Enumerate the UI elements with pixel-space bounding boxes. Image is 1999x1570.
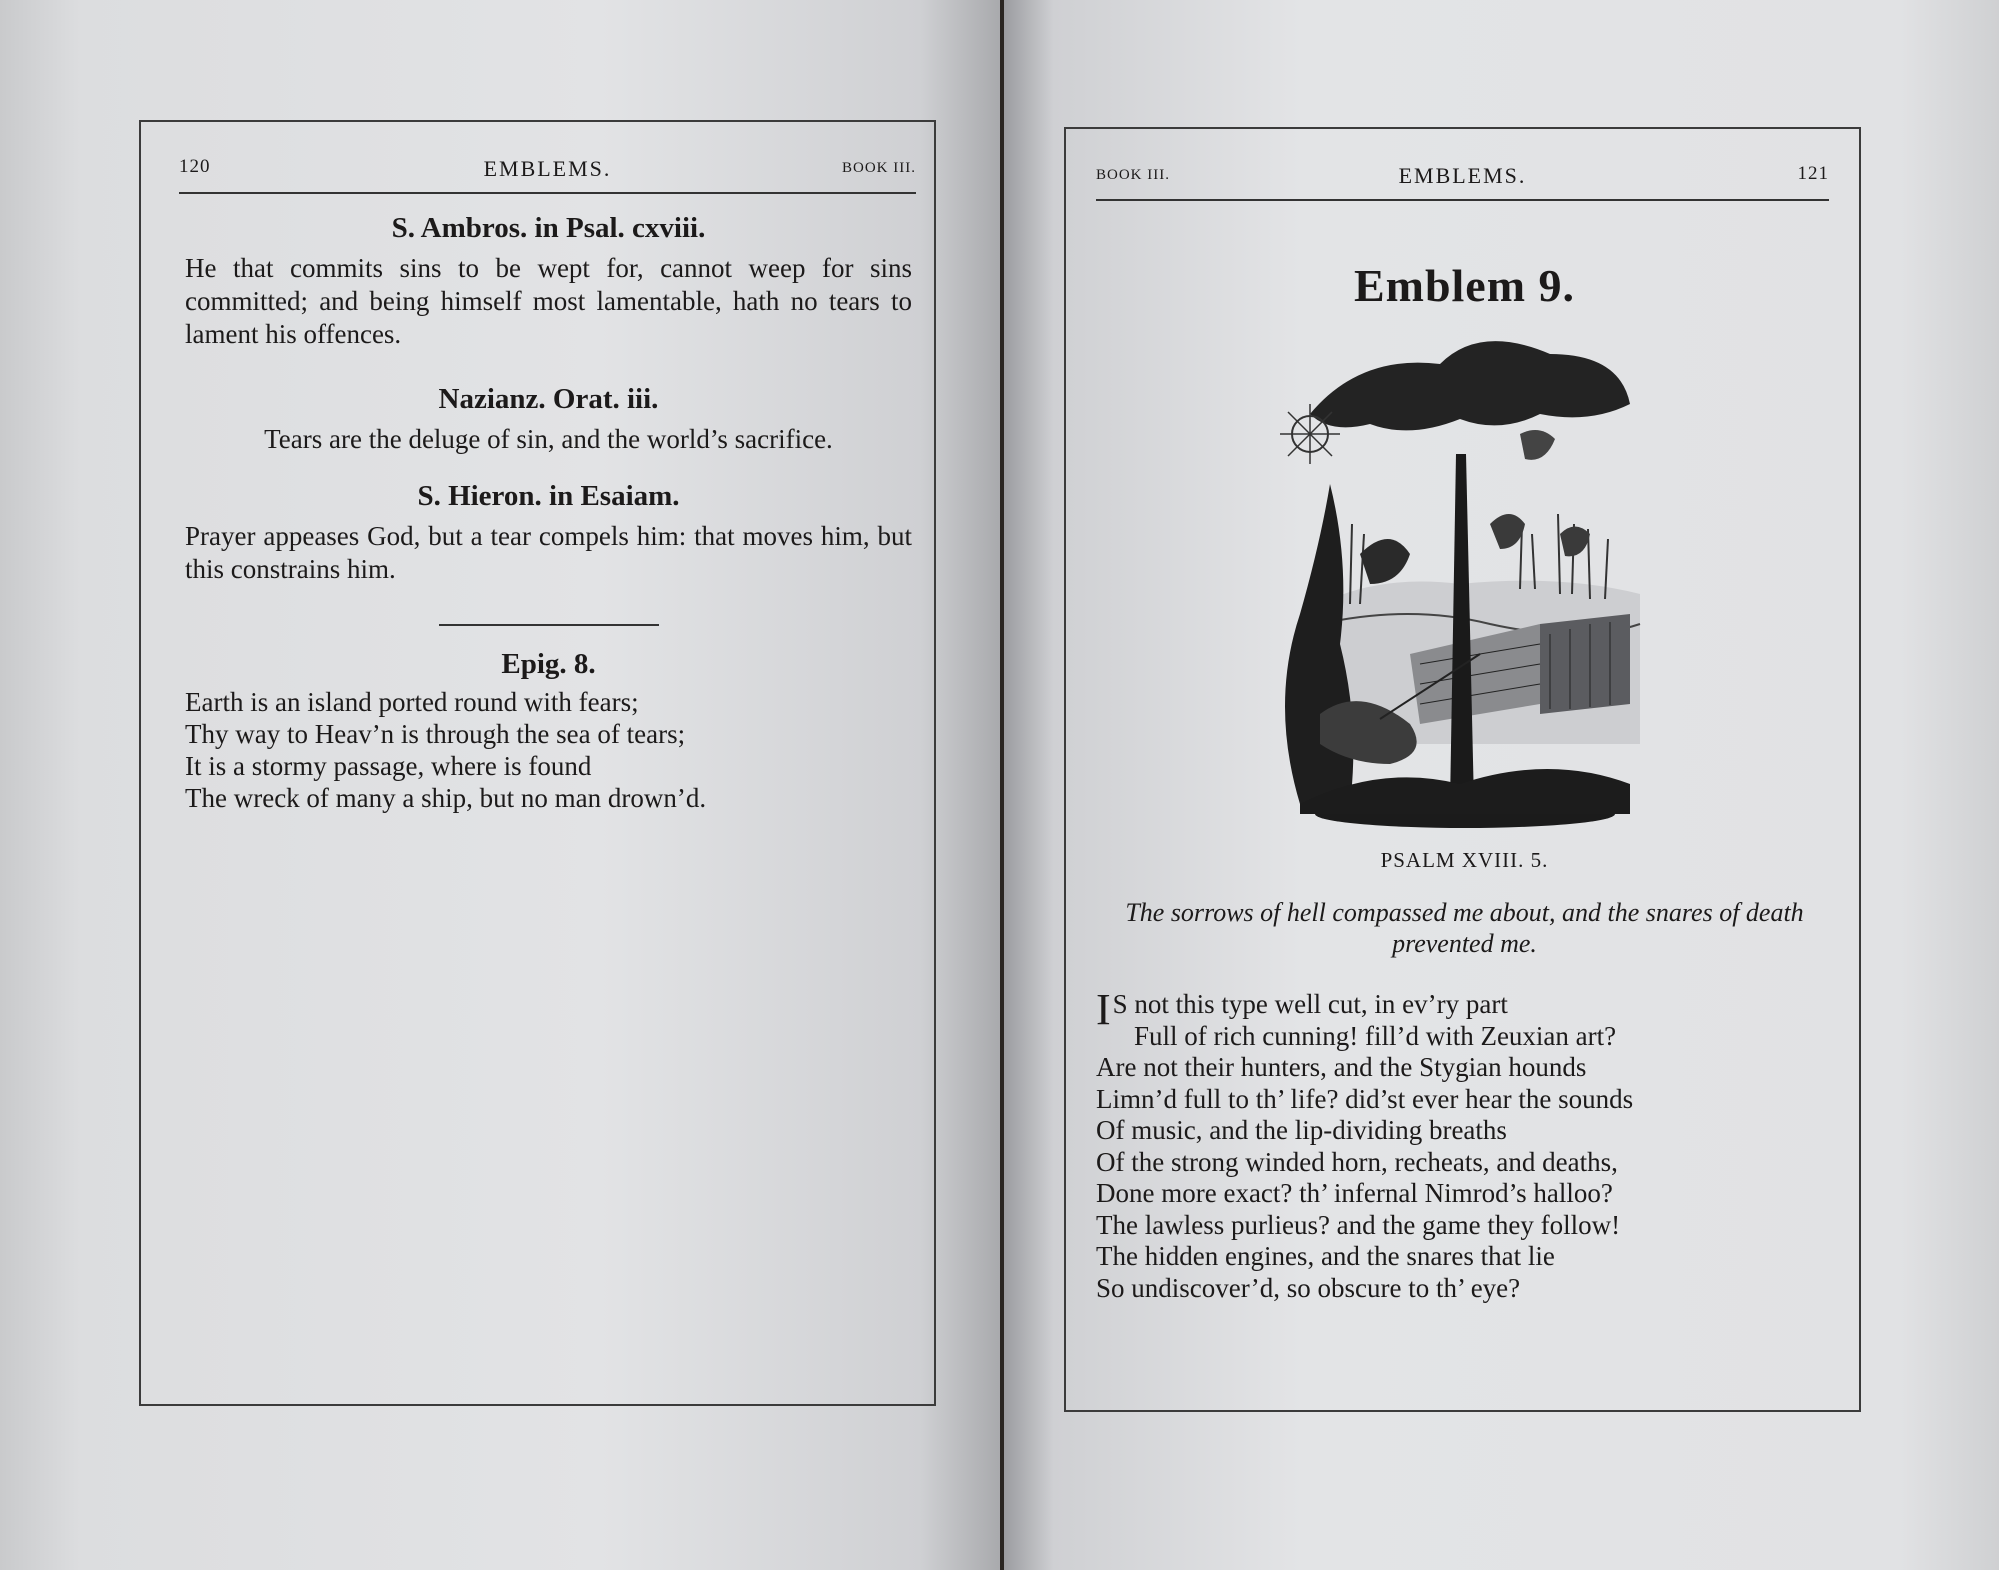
quotation-text: Tears are the deluge of sin, and the world’s sacrifice.: [264, 424, 833, 454]
verse-line: S not this type well cut, in ev’ry part: [1112, 989, 1508, 1019]
right-page: [1004, 0, 1999, 1570]
section-divider: [439, 624, 659, 626]
verse-line: Of music, and the lip-dividing breaths: [1096, 1115, 1507, 1145]
running-title: EMBLEMS.: [483, 156, 612, 181]
verse-line: Are not their hunters, and the Stygian hounds: [1096, 1052, 1587, 1082]
page-number: 120: [179, 156, 211, 177]
drop-cap: I: [1096, 985, 1111, 1034]
section-heading: S. Ambros. in Psal. cxviii.: [391, 212, 706, 244]
epigram-verse: [185, 686, 912, 814]
quotation-text: He that commits sins to be wept for, cannot weep for sins committed; and being himself most lamentable, hath no tears to lament his offences.: [185, 253, 912, 349]
right-page-content: [1096, 259, 1833, 1304]
right-running-head: [1096, 159, 1829, 201]
verse-line: The hidden engines, and the snares that lie: [1096, 1241, 1555, 1271]
verse-line: So undiscover’d, so obscure to th’ eye?: [1096, 1272, 1521, 1303]
psalm-reference: PSALM XVIII. 5.: [1380, 848, 1549, 872]
quotation-section: [185, 381, 912, 456]
verse-line: Limn’d full to th’ life? did’st ever hear the sounds: [1096, 1083, 1634, 1114]
verse-line: The lawless purlieus? and the game they follow!: [1096, 1209, 1621, 1240]
psalm-text: The sorrows of hell compassed me about, and the snares of death prevented me.: [1125, 898, 1804, 958]
emblem-poem: [1096, 985, 1833, 1304]
verse-line: Of the strong winded horn, recheats, and deaths,: [1096, 1146, 1618, 1177]
quotation-text: Prayer appeases God, but a tear compels him: that moves him, but this constrains him.: [185, 521, 912, 584]
running-title: EMBLEMS.: [1398, 163, 1527, 188]
book-label: BOOK III.: [1096, 167, 1170, 183]
left-running-head: [179, 152, 916, 194]
verse-line: Done more exact? th’ infernal Nimrod’s halloo?: [1096, 1178, 1613, 1208]
poem-first-line: [1096, 985, 1833, 1034]
quotation-section: [185, 210, 912, 351]
epigram: [185, 646, 912, 814]
quotation-section: [185, 478, 912, 586]
hunting-scene-engraving-icon: [1260, 324, 1670, 834]
right-page-frame: [1064, 127, 1861, 1412]
left-page-content: [185, 210, 912, 814]
verse-line: Earth is an island ported round with fears;: [185, 687, 639, 717]
section-heading: S. Hieron. in Esaiam.: [417, 480, 680, 512]
epigram-heading: Epig. 8.: [501, 648, 596, 680]
page-number: 121: [1797, 163, 1829, 184]
verse-line: Full of rich cunning! fill’d with Zeuxian art?: [1134, 1020, 1617, 1051]
section-heading: Nazianz. Orat. iii.: [438, 383, 659, 415]
verse-line: Thy way to Heav’n is through the sea of tears;: [185, 719, 686, 749]
verse-line: The wreck of many a ship, but no man drown’d.: [185, 783, 707, 813]
verse-line: It is a stormy passage, where is found: [185, 751, 592, 781]
emblem-title: Emblem 9.: [1353, 260, 1576, 311]
left-page-frame: [139, 120, 936, 1406]
book-label: BOOK III.: [842, 160, 916, 176]
